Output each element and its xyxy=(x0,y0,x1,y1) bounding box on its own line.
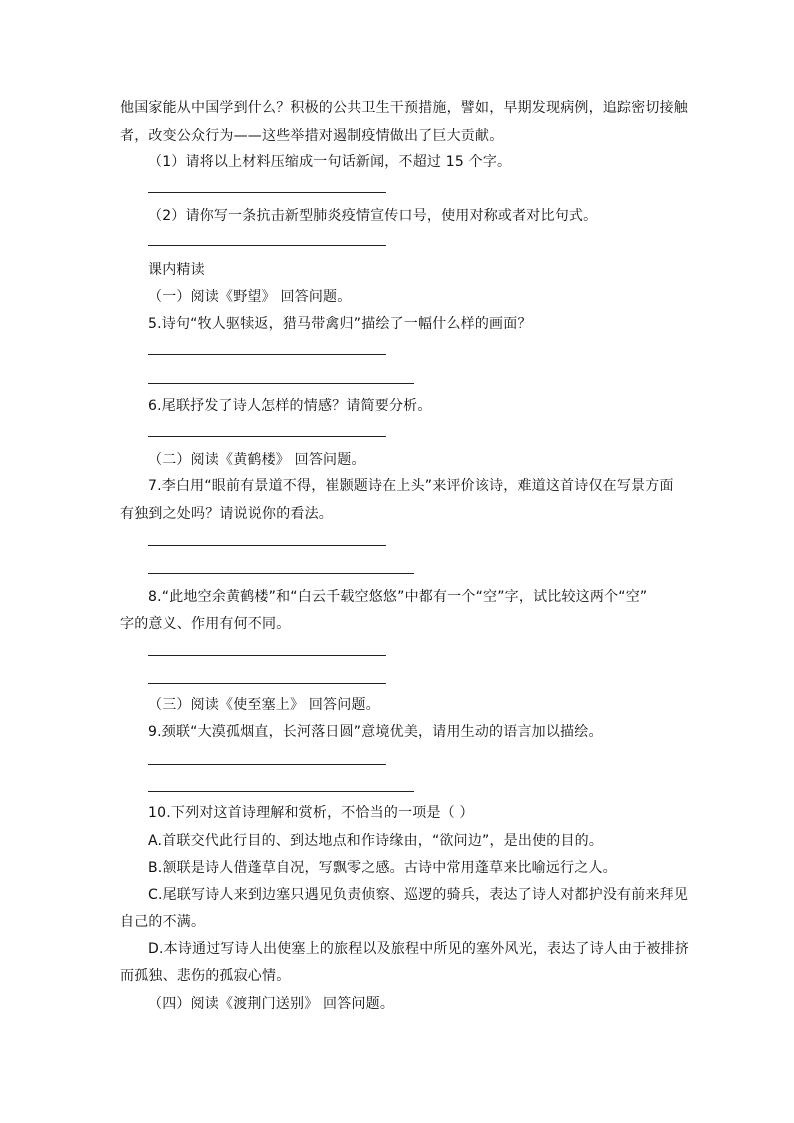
option-d-line-1: D.本诗通过写诗人出使塞上的旅程以及旅程中所见的塞外风光，表达了诗人由于被排挤 xyxy=(148,941,690,957)
answer-line[interactable] xyxy=(148,383,414,384)
answer-line[interactable] xyxy=(148,245,386,246)
answer-line[interactable] xyxy=(148,573,414,574)
question-2: （2）请你写一条抗击新型肺炎疫情宣传口号，使用对称或者对比句式。 xyxy=(148,208,598,224)
part4-heading: （四）阅读《渡荆门送别》 回答问题。 xyxy=(148,996,395,1012)
question-8-line-2: 字的意义、作用有何不同。 xyxy=(120,616,291,632)
answer-line[interactable] xyxy=(148,436,386,437)
question-8-line-1: 8.“此地空余黄鹤楼”和“白云千载空悠悠”中都有一个“空”字，试比较这两个“空” xyxy=(148,589,648,605)
intro-line-2: 者，改变公众行为——这些举措对遏制疫情做出了巨大贡献。 xyxy=(120,128,504,144)
answer-line[interactable] xyxy=(148,655,386,656)
section-title: 课内精读 xyxy=(148,262,205,278)
question-5: 5.诗句“牧人驱犊返，猎马带禽归”描绘了一幅什么样的画面？ xyxy=(148,316,532,332)
question-7-line-2: 有独到之处吗？请说说你的看法。 xyxy=(120,506,333,522)
option-c-line-1: C.尾联写诗人来到边塞只遇见负责侦察、巡逻的骑兵，表达了诗人对都护没有前来拜见 xyxy=(148,887,689,903)
part2-heading: （二）阅读《黄鹤楼》 回答问题。 xyxy=(148,452,366,468)
answer-line[interactable] xyxy=(148,354,386,355)
question-10: 10.下列对这首诗理解和赏析，不恰当的一项是（ ） xyxy=(148,805,474,821)
question-9: 9.颈联“大漠孤烟直，长河落日圆”意境优美，请用生动的语言加以描绘。 xyxy=(148,724,603,740)
answer-line[interactable] xyxy=(148,683,386,684)
answer-line[interactable] xyxy=(148,764,386,765)
option-b: B.颔联是诗人借蓬草自况，写飘零之感。古诗中常用蓬草来比喻远行之人。 xyxy=(148,860,617,876)
part3-heading: （三）阅读《使至塞上》 回答问题。 xyxy=(148,697,380,713)
option-a: A.首联交代此行目的、到达地点和作诗缘由，“欲问边”，是出使的目的。 xyxy=(148,833,604,849)
answer-line[interactable] xyxy=(148,545,386,546)
question-6: 6.尾联抒发了诗人怎样的情感？请简要分析。 xyxy=(148,398,432,414)
option-c-line-2: 自己的不满。 xyxy=(120,914,206,930)
answer-line[interactable] xyxy=(148,192,386,193)
part1-heading: （一）阅读《野望》 回答问题。 xyxy=(148,289,352,305)
question-7-line-1: 7.李白用“眼前有景道不得，崔颢题诗在上头”来评价该诗，难道这首诗仅在写景方面 xyxy=(148,478,674,494)
intro-line-1: 他国家能从中国学到什么？积极的公共卫生干预措施，譬如，早期发现病例，追踪密切接触 xyxy=(120,100,688,116)
option-d-line-2: 而孤独、悲伤的孤寂心情。 xyxy=(120,968,291,984)
question-1: （1）请将以上材料压缩成一句话新闻，不超过 15 个字。 xyxy=(148,154,512,170)
answer-line[interactable] xyxy=(148,791,414,792)
